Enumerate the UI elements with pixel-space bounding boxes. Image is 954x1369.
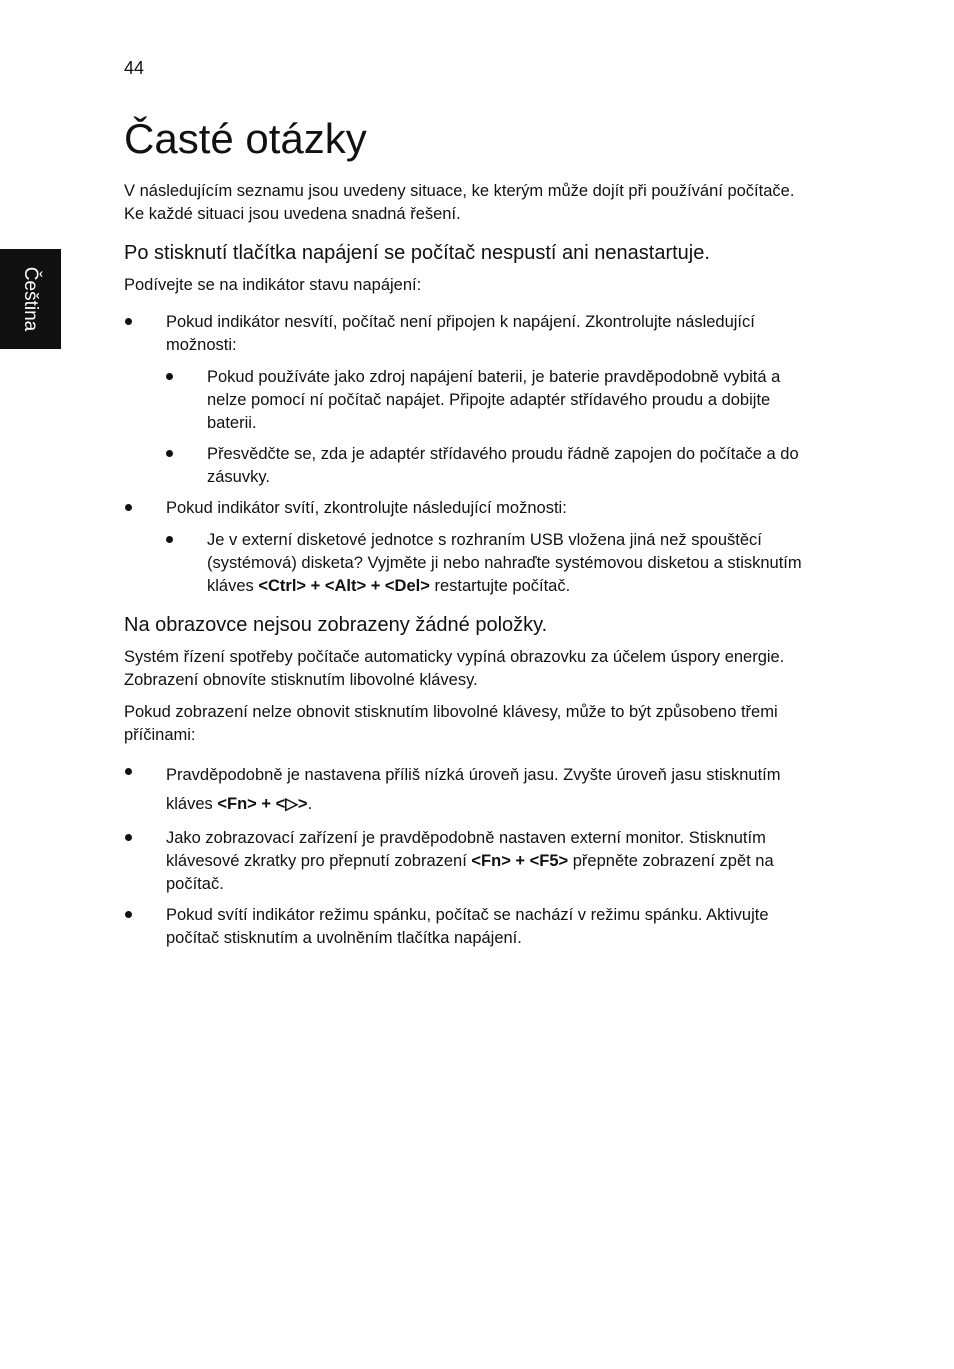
bullet-icon: [125, 318, 132, 325]
list-item: [124, 904, 814, 950]
bullet-icon: [166, 450, 173, 457]
intro-paragraph: V následujícím seznamu jsou uvedeny situace, ke kterým může dojít při používání počítače. Ke každé situaci jsou uvedena snadná řešení.: [124, 182, 795, 223]
list-item-text: přepněte zobrazení zpět na počítač.: [166, 852, 774, 893]
page-content: [124, 110, 814, 958]
list-item-text: restartujte počítač.: [429, 577, 571, 595]
bullet-icon: [125, 911, 132, 918]
sub-list: [166, 529, 814, 598]
section1-list: [124, 311, 814, 598]
section2-heading: Na obrazovce nejsou zobrazeny žádné položky.: [124, 614, 548, 636]
list-item-text: Jako zobrazovací zařízení je pravděpodobně nastaven externí monitor. Stisknutím klávesové zkratky pro přepnutí zobrazení: [166, 829, 766, 870]
list-item: [124, 827, 814, 896]
list-item-text: Přesvědčte se, zda je adaptér střídavého proudu řádně zapojen do počítače a do zásuvky.: [207, 445, 799, 486]
list-item-text: Pokud indikátor svítí, zkontrolujte následující možnosti:: [166, 499, 567, 517]
bullet-icon: [125, 834, 132, 841]
section1-lead: Podívejte se na indikátor stavu napájení:: [124, 276, 422, 294]
section1-heading: Po stisknutí tlačítka napájení se počítač nespustí ani nenastartuje.: [124, 242, 710, 264]
list-item-text: Je v externí disketové jednotce s rozhraním USB vložena jiná než spouštěcí (systémová) disketa? Vyjměte ji nebo nahraďte systémovou disketou a stisknutím kláves: [207, 531, 802, 595]
language-side-tab: [0, 249, 61, 349]
language-side-tab-label: Čeština: [20, 266, 41, 332]
bullet-icon: [125, 504, 132, 511]
section2-list: [124, 761, 814, 950]
list-item: [166, 366, 814, 435]
list-item: [166, 529, 814, 598]
sub-list: [166, 366, 814, 489]
list-item-text: Pokud svítí indikátor režimu spánku, počítač se nachází v režimu spánku. Aktivujte počítač stisknutím a uvolněním tlačítka napájení.: [166, 906, 769, 947]
list-item-text: .: [307, 795, 313, 813]
section2-paragraph-1: Systém řízení spotřeby počítače automaticky vypíná obrazovku za účelem úspory energie. Zobrazení obnovíte stisknutím libovolné klávesy.: [124, 648, 785, 689]
page-number: 44: [124, 58, 145, 78]
list-item: [124, 497, 814, 598]
list-item: [124, 311, 814, 489]
key-combination: <Ctrl> + <Alt> + <Del>: [258, 577, 430, 595]
bullet-icon: [166, 373, 173, 380]
list-item-text: Pokud indikátor nesvítí, počítač není připojen k napájení. Zkontrolujte následující možnosti:: [166, 313, 755, 354]
section2-paragraph-2: Pokud zobrazení nelze obnovit stisknutím libovolné klávesy, může to být způsobeno třemi příčinami:: [124, 703, 778, 744]
list-item: [124, 761, 814, 819]
key-combination: <Fn> + <F5>: [471, 852, 569, 870]
list-item-text: Pravděpodobně je nastavena příliš nízká úroveň jasu. Zvyšte úroveň jasu stisknutím kláves: [166, 766, 781, 813]
bullet-icon: [166, 536, 173, 543]
list-item-text: Pokud používáte jako zdroj napájení baterii, je baterie pravděpodobně vybitá a nelze pomocí ní počítač napájet. Připojte adaptér střídavého proudu a dobijte baterii.: [207, 368, 781, 432]
key-combination: <Fn> + <▷>: [217, 795, 308, 813]
page-title: Časté otázky: [124, 115, 367, 162]
bullet-icon: [125, 768, 132, 775]
list-item: [166, 443, 814, 489]
